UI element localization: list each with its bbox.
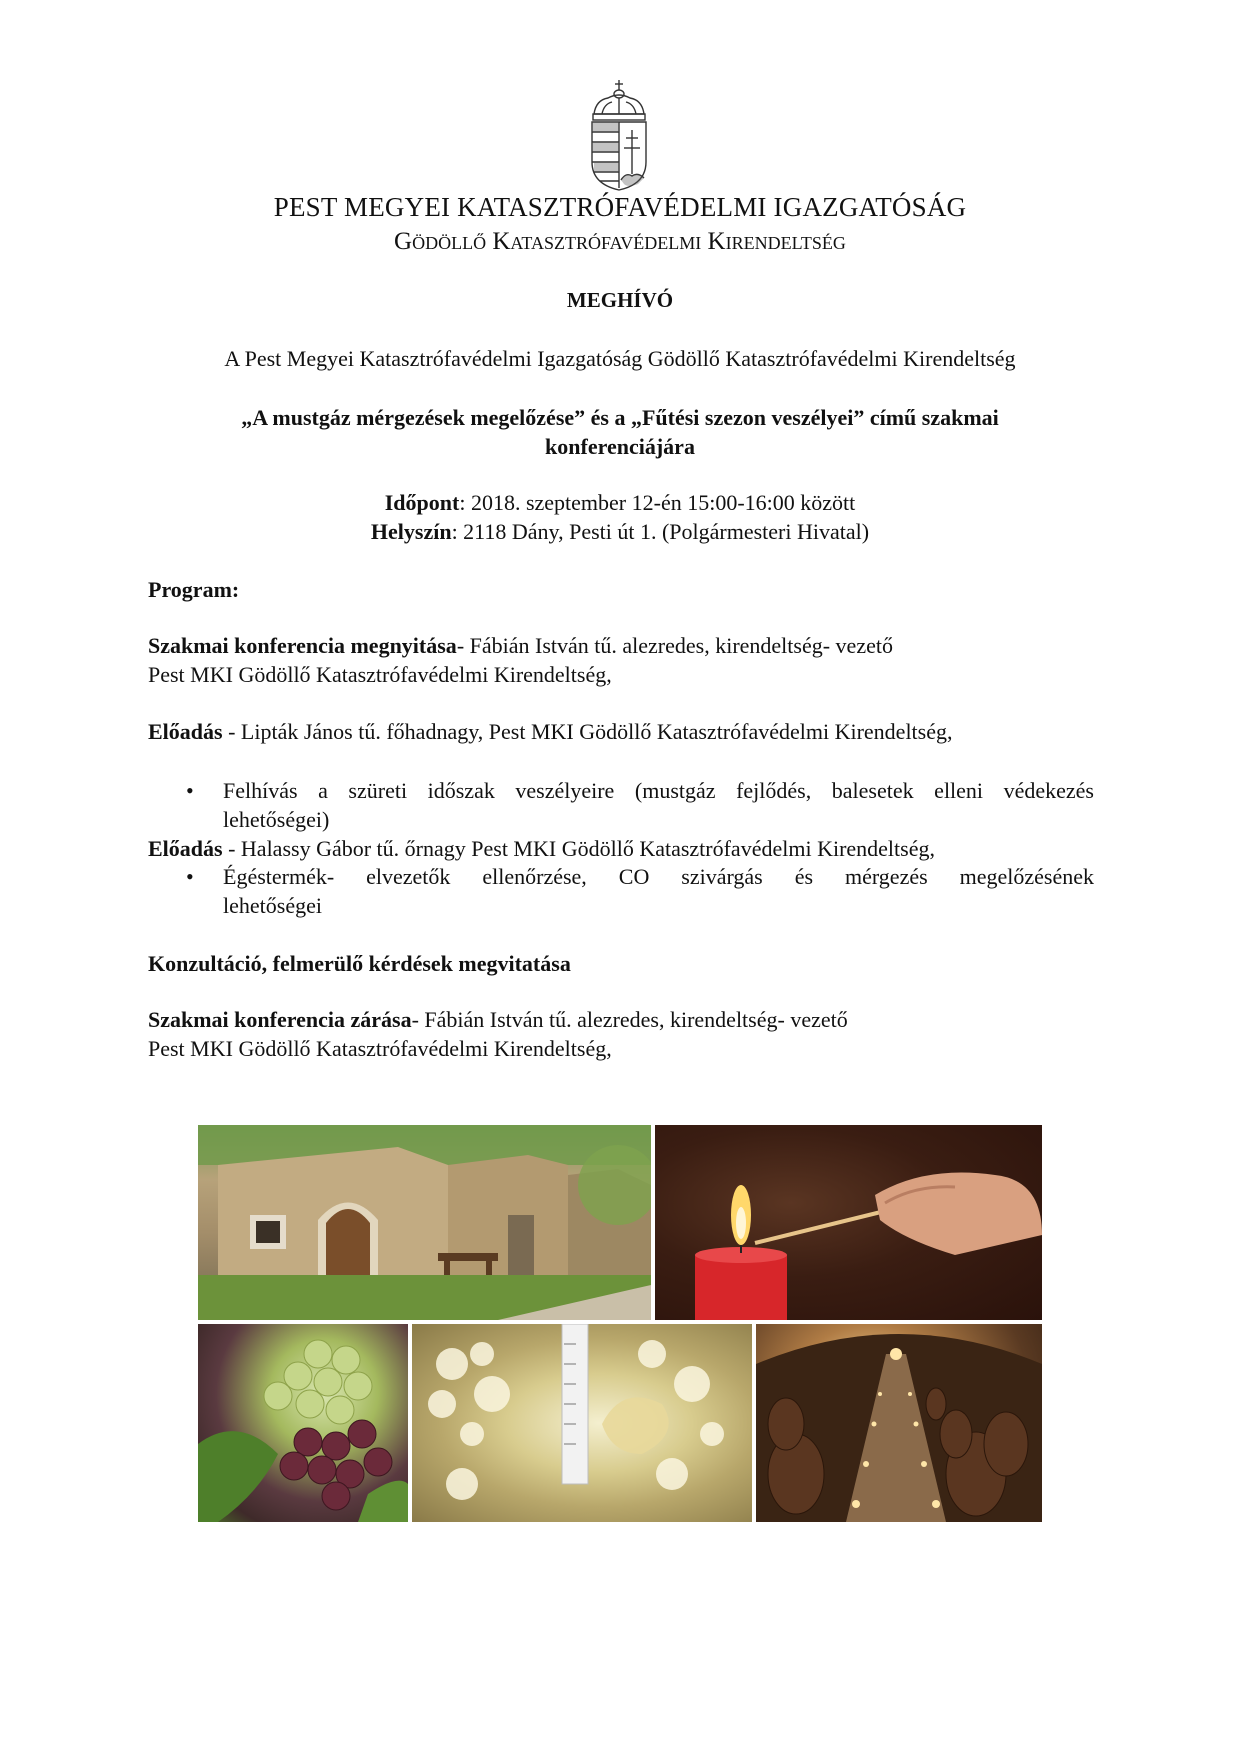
closing-label: Szakmai konferencia zárása bbox=[148, 1007, 412, 1032]
talk2-topic bbox=[148, 862, 1094, 920]
program-closing bbox=[148, 1005, 1094, 1063]
opening-label: Szakmai konferencia megnyitása bbox=[148, 633, 457, 658]
conference-title-line2: konferenciájára bbox=[545, 434, 695, 459]
event-time bbox=[0, 488, 1240, 517]
opening-speaker: - Fábián István tű. alezredes, kirendeltség- vezető bbox=[456, 633, 893, 658]
hungarian-coat-of-arms-icon bbox=[588, 80, 650, 192]
must-hydrometer-photo bbox=[412, 1324, 752, 1522]
talk2-topic-line1: Égéstermék- elvezetők ellenőrzése, CO szivárgás és mérgezés megelőzésének bbox=[223, 864, 1094, 889]
time-value: : 2018. szeptember 12-én 15:00-16:00 között bbox=[459, 490, 856, 515]
grapes-photo bbox=[198, 1324, 408, 1522]
branch-name: Gödöllő Katasztrófavédelmi Kirendeltség bbox=[394, 228, 846, 255]
talk1-topic-line2: lehetőségei) bbox=[223, 807, 330, 832]
opening-organization: Pest MKI Gödöllő Katasztrófavédelmi Kirendeltség, bbox=[148, 662, 612, 687]
program-talk-2 bbox=[148, 834, 1094, 863]
conference-title-line1: „A mustgáz mérgezések megelőzése” és a „Fűtési szezon veszélyei” című szakmai bbox=[241, 405, 999, 430]
closing-organization: Pest MKI Gödöllő Katasztrófavédelmi Kirendeltség, bbox=[148, 1036, 612, 1061]
place-value: : 2118 Dány, Pesti út 1. (Polgármesteri Hivatal) bbox=[451, 519, 870, 544]
consultation-item: Konzultáció, felmerülő kérdések megvitatása bbox=[148, 951, 571, 976]
bullet-icon: • bbox=[186, 864, 194, 889]
candle-match-photo bbox=[655, 1125, 1042, 1320]
invitation-title: MEGHÍVÓ bbox=[566, 288, 674, 312]
talk1-label: Előadás bbox=[148, 719, 223, 744]
bullet-icon: • bbox=[186, 778, 194, 803]
program-opening bbox=[148, 631, 1094, 689]
event-details bbox=[0, 488, 1240, 546]
talk1-topic-line1: Felhívás a szüreti időszak veszélyeire (mustgáz fejlődés, balesetek elleni védekezés bbox=[223, 778, 1094, 803]
conference-title bbox=[170, 403, 1070, 461]
talk1-topic bbox=[148, 776, 1094, 834]
talk2-topic-line2: lehetőségei bbox=[223, 893, 322, 918]
talk1-speaker: - Lipták János tű. főhadnagy, Pest MKI Gödöllő Katasztrófavédelmi Kirendeltség, bbox=[222, 719, 953, 744]
photo-collage bbox=[198, 1125, 1042, 1522]
invitation-intro: A Pest Megyei Katasztrófavédelmi Igazgatóság Gödöllő Katasztrófavédelmi Kirendeltség bbox=[224, 346, 1016, 371]
program-talk-1 bbox=[148, 717, 1094, 746]
time-label: Időpont bbox=[384, 490, 460, 515]
talk2-speaker: - Halassy Gábor tű. őrnagy Pest MKI Gödöllő Katasztrófavédelmi Kirendeltség, bbox=[222, 836, 935, 861]
wine-cellar-photo bbox=[198, 1125, 651, 1320]
closing-speaker: - Fábián István tű. alezredes, kirendeltség- vezető bbox=[411, 1007, 848, 1032]
event-place bbox=[0, 517, 1240, 546]
organization-name: PEST MEGYEI KATASZTRÓFAVÉDELMI IGAZGATÓSÁG bbox=[273, 192, 967, 222]
talk2-label: Előadás bbox=[148, 836, 223, 861]
place-label: Helyszín bbox=[370, 519, 452, 544]
program-heading: Program: bbox=[148, 577, 240, 602]
cellar-tunnel-photo bbox=[756, 1324, 1042, 1522]
